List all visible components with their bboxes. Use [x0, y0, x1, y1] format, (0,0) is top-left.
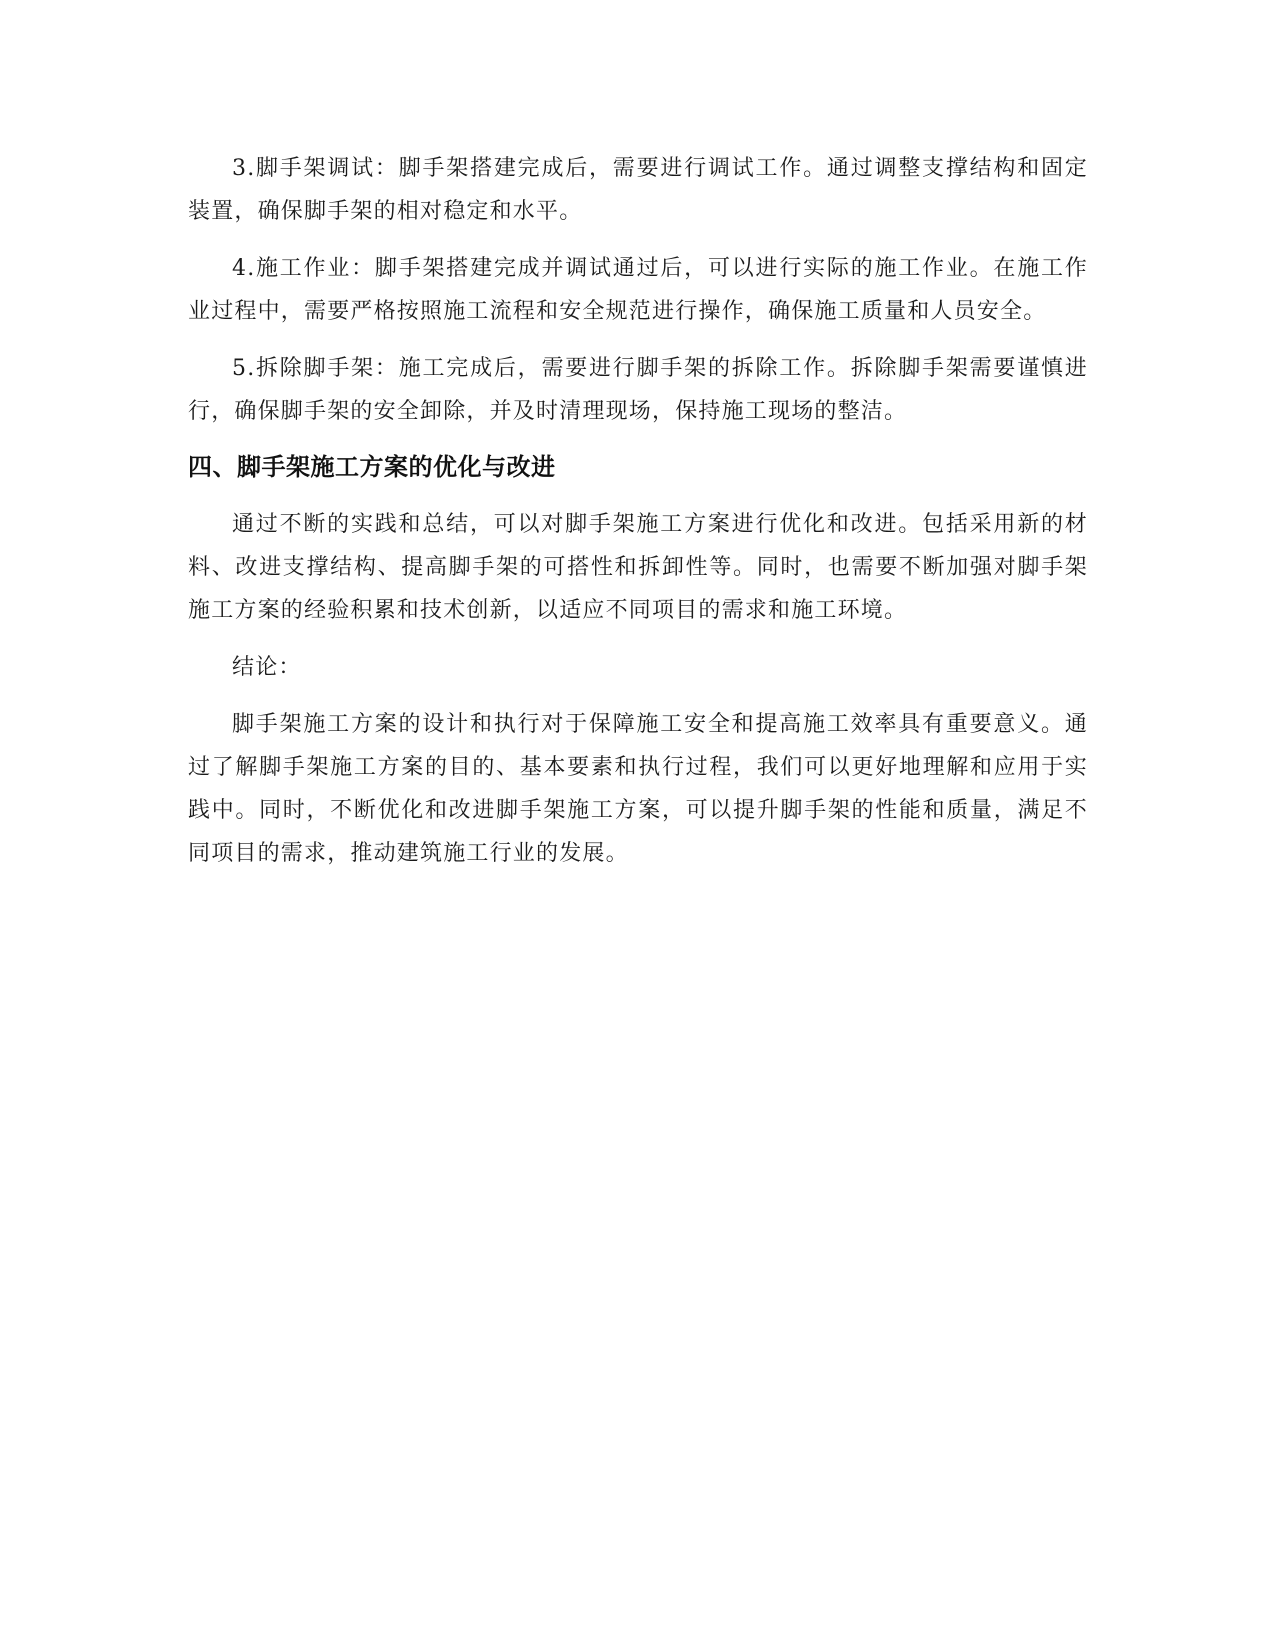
paragraph-conclusion-label: 结论：: [232, 655, 302, 680]
paragraph-optimization: 通过不断的实践和总结，可以对脚手架施工方案进行优化和改进。包括采用新的材料、改进支撑结构、提高脚手架的可搭性和拆卸性等。同时，也需要不断加强对脚手架施工方案的经验积累和技术创新，以适应不同项目的需求和施工环境。: [188, 512, 1088, 623]
paragraph-conclusion: 脚手架施工方案的设计和执行对于保障施工安全和提高施工效率具有重要意义。通过了解脚手架施工方案的目的、基本要素和执行过程，我们可以更好地理解和应用于实践中。同时，不断优化和改进脚手架施工方案，可以提升脚手架的性能和质量，满足不同项目的需求，推动建筑施工行业的发展。: [188, 712, 1088, 866]
paragraph-scaffold-removal: 5.拆除脚手架：施工完成后，需要进行脚手架的拆除工作。拆除脚手架需要谨慎进行，确保脚手架的安全卸除，并及时清理现场，保持施工现场的整洁。: [188, 356, 1088, 424]
document-body: [188, 147, 1088, 889]
paragraph-construction-work: 4.施工作业：脚手架搭建完成并调试通过后，可以进行实际的施工作业。在施工作业过程中，需要严格按照施工流程和安全规范进行操作，确保施工质量和人员安全。: [188, 256, 1088, 324]
paragraph-scaffold-debugging: 3.脚手架调试：脚手架搭建完成后，需要进行调试工作。通过调整支撑结构和固定装置，确保脚手架的相对稳定和水平。: [188, 156, 1088, 224]
section-heading-optimization: 四、脚手架施工方案的优化与改进: [188, 453, 556, 481]
